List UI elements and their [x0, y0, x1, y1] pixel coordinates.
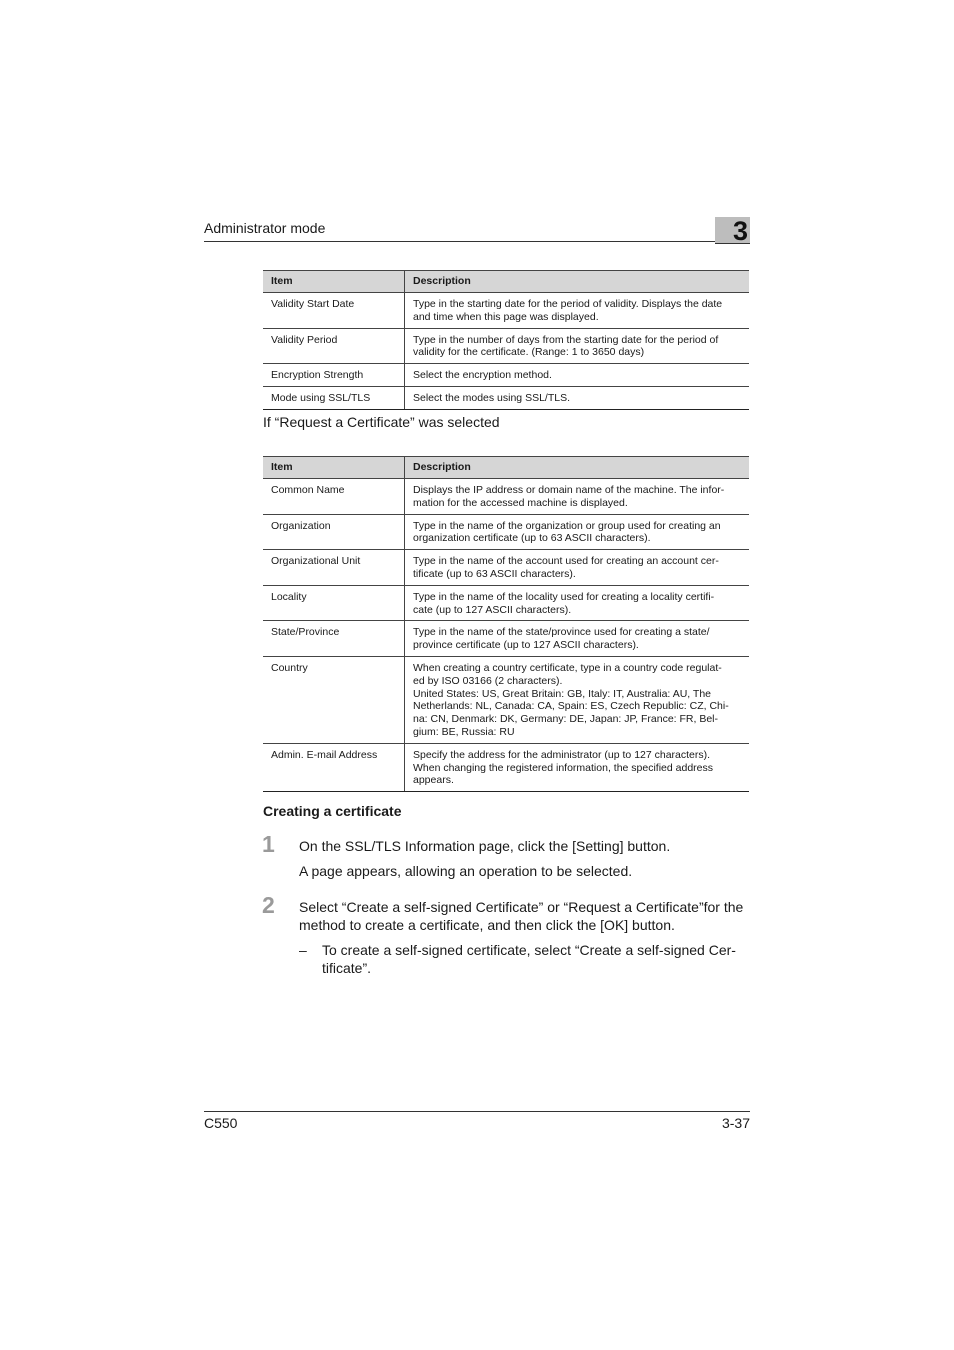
item-cell: Admin. E-mail Address — [263, 743, 405, 791]
item-cell: Encryption Strength — [263, 364, 405, 387]
description-cell: Type in the name of the state/province used for creating a state/ province certificate (up to 127 ASCII characters). — [405, 621, 750, 657]
description-cell: Type in the starting date for the period of validity. Displays the date and time when this page was displayed. — [405, 293, 750, 329]
step-number: 2 — [262, 892, 275, 918]
item-cell: Common Name — [263, 479, 405, 515]
table-request-certificate — [263, 456, 749, 792]
description-cell: Type in the name of the account used for creating an account cer- tificate (up to 63 ASCII characters). — [405, 550, 750, 586]
chapter-tab — [715, 217, 750, 244]
footer-model: C550 — [204, 1115, 238, 1131]
description-cell: Type in the name of the locality used for creating a locality certifi- cate (up to 127 ASCII characters). — [405, 585, 750, 621]
step-sub-instruction: To create a self-signed certificate, select “Create a self-signed Cer-tificate”. — [322, 942, 736, 976]
page-header-title: Administrator mode — [204, 220, 326, 236]
table-row — [263, 293, 749, 329]
table-row — [263, 585, 749, 621]
table-row — [263, 364, 749, 387]
section-heading: Creating a certificate — [263, 803, 402, 819]
table-row — [263, 743, 749, 791]
item-cell: Mode using SSL/TLS — [263, 386, 405, 409]
step-result: A page appears, allowing an operation to be selected. — [299, 863, 633, 879]
item-cell: Validity Period — [263, 328, 405, 364]
column-header-item: Item — [263, 457, 405, 479]
table-header-row — [263, 457, 749, 479]
item-cell: Locality — [263, 585, 405, 621]
column-header-item: Item — [263, 271, 405, 293]
description-cell: Displays the IP address or domain name of the machine. The infor- mation for the accessed machine is displayed. — [405, 479, 750, 515]
item-cell: Country — [263, 656, 405, 743]
table-row — [263, 328, 749, 364]
column-header-description: Description — [405, 271, 750, 293]
step-instruction: On the SSL/TLS Information page, click the [Setting] button. — [299, 838, 671, 854]
footer-rule — [204, 1111, 750, 1112]
bullet-dash: – — [299, 942, 307, 958]
item-cell: Validity Start Date — [263, 293, 405, 329]
table-row — [263, 621, 749, 657]
table-row — [263, 514, 749, 550]
description-cell: Select the modes using SSL/TLS. — [405, 386, 750, 409]
item-cell: State/Province — [263, 621, 405, 657]
table-row — [263, 479, 749, 515]
table-caption: If “Request a Certificate” was selected — [263, 414, 500, 430]
table-certificate-settings — [263, 270, 749, 410]
description-cell: Type in the number of days from the starting date for the period of validity for the certificate. (Range: 1 to 3650 days) — [405, 328, 750, 364]
description-cell: Type in the name of the organization or group used for creating an organization certificate (up to 63 ASCII characters). — [405, 514, 750, 550]
header-rule — [204, 241, 715, 242]
column-header-description: Description — [405, 457, 750, 479]
item-cell: Organization — [263, 514, 405, 550]
footer-page-number: 3-37 — [721, 1115, 750, 1131]
description-cell: Select the encryption method. — [405, 364, 750, 387]
step-number: 1 — [262, 831, 275, 857]
description-cell: When creating a country certificate, type in a country code regulat- ed by ISO 03166 (2 characters). United States: US, Great Britain: GB, Italy: IT, Australia: AU, The Netherlands: NL, Canada: CA, Spain: ES, Czech Republic: CZ, Chi- na: CN, Denmark: DK, Germany: DE, Japan: JP, France: FR, Bel- gium: BE, Russia: RU — [405, 656, 750, 743]
item-cell: Organizational Unit — [263, 550, 405, 586]
description-cell: Specify the address for the administrator (up to 127 characters). When changing the registered information, the specified address appears. — [405, 743, 750, 791]
chapter-number: 3 — [732, 216, 748, 246]
table-header-row — [263, 271, 749, 293]
table-row — [263, 386, 749, 409]
table-row — [263, 656, 749, 743]
table-row — [263, 550, 749, 586]
step-instruction: Select “Create a self-signed Certificate” or “Request a Certificate”for the method to create a certificate, and then click the [OK] button. — [299, 899, 744, 933]
